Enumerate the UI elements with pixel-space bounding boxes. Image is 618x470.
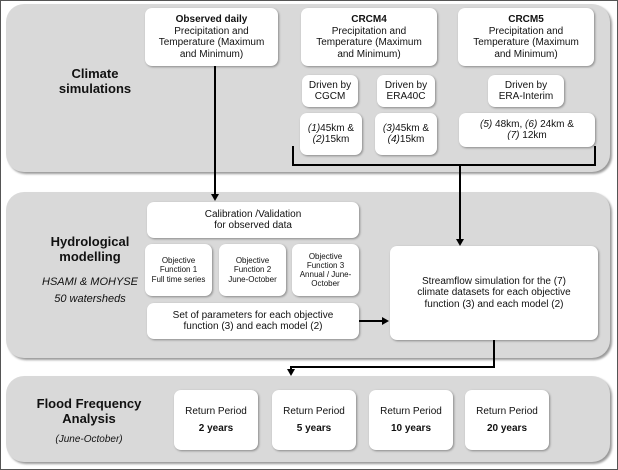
flood-panel-title: Flood Frequency Analysis [36,396,142,426]
crcm4-resolution-3-4-box: (3)45km & (4)15km [375,113,437,155]
crcm4-driver-era40c-box: Driven by ERA40C [377,75,435,107]
crcm4-box: CRCM4 Precipitation and Temperature (Maximum and Minimum) [301,8,437,66]
objective-function-2-box: Objective Function 2 June-October [219,244,286,296]
arrowhead-streamflow [456,239,464,246]
calibration-validation-box: Calibration /Validation for observed data [147,202,359,238]
flood-period-label: (June-October) [55,434,123,445]
objective-function-3-box: Objective Function 3 Annual / June- October [292,244,359,296]
parameters-set-box: Set of parameters for each objective function (3) and each model (2) [147,303,359,339]
connector-observed-to-calibration [214,66,216,195]
hydro-models-label: HSAMI & MOHYSE [42,276,138,288]
crcm4-driver-cgcm-box: Driven by CGCM [302,75,358,107]
hydro-watersheds-label: 50 watersheds [54,293,126,305]
connector-models-to-streamflow [459,164,461,240]
connector-streamflow-horizontal [290,366,495,368]
return-period-5-years-box: Return Period 5 years [272,390,356,450]
bracket-right [594,146,596,166]
arrowhead-flood [287,369,295,376]
crcm5-driver-era-interim-box: Driven by ERA-Interim [488,75,564,107]
observed-daily-box: Observed daily Precipitation and Temperature (Maximum and Minimum) [145,8,278,66]
objective-function-1-box: Objective Function 1 Full time series [145,244,212,296]
connector-parameters-to-streamflow [359,320,383,322]
climate-panel-title: Climate simulations [58,66,132,96]
arrowhead-calibration [211,194,219,201]
arrowhead-parameters [382,317,389,325]
connector-streamflow-down [493,340,495,368]
crcm4-resolution-1-2-box: (1)45km & (2)15km [300,113,362,155]
bracket-left [292,146,294,166]
streamflow-simulation-box: Streamflow simulation for the (7) climate datasets for each objective function (3) and each model (2) [390,246,598,340]
bracket-bottom [292,164,596,166]
crcm5-resolution-box: (5) 48km, (6) 24km & (7) 12km [459,113,595,147]
crcm5-box: CRCM5 Precipitation and Temperature (Maximum and Minimum) [458,8,594,66]
return-period-20-years-box: Return Period 20 years [465,390,549,450]
return-period-2-years-box: Return Period 2 years [174,390,258,450]
return-period-10-years-box: Return Period 10 years [369,390,453,450]
hydro-panel-title: Hydrological modelling [50,234,130,264]
